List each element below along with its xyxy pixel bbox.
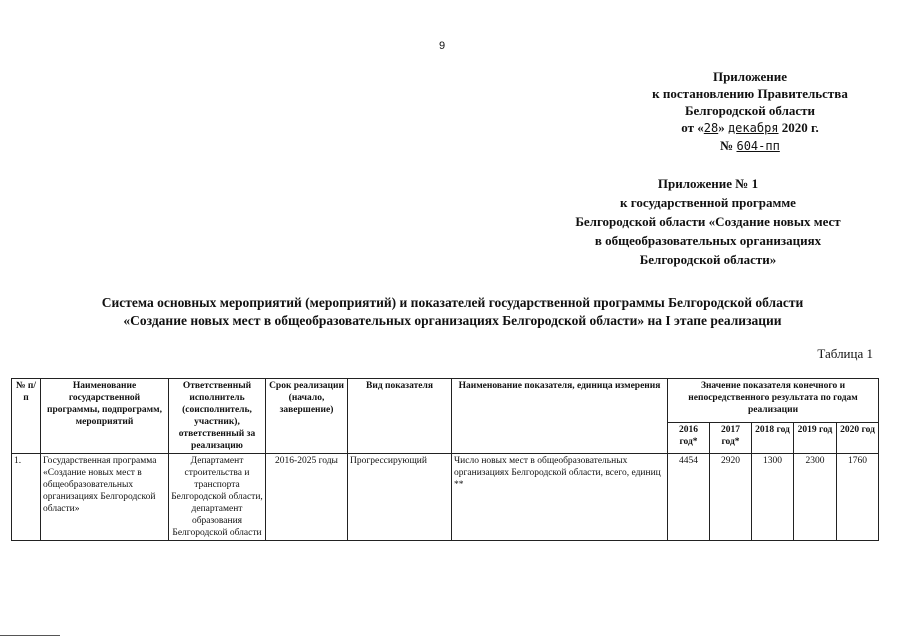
appendix-1-header [548, 174, 868, 269]
date-month: декабря [727, 121, 779, 135]
cell-name: Государственная программа «Создание новых мест в общеобразовательных организациях Белгородской области» [41, 454, 169, 541]
cell-value-2016: 4454 [668, 454, 710, 541]
appendix-line-1: Приложение [712, 69, 788, 84]
header-year: 2020 год [837, 423, 879, 454]
title-line-1: Система основных мероприятий (мероприятий) и показателей государственной программы Белгородской области [101, 295, 804, 310]
appendix-1-line-1: Приложение № 1 [657, 176, 759, 191]
cell-value-2019: 2300 [794, 454, 837, 541]
appendix-1-line-4: в общеобразовательных организациях [594, 233, 822, 248]
cell-value-2017: 2920 [710, 454, 752, 541]
appendix-1-line-2: к государственной программе [620, 195, 796, 210]
number-value: 604-пп [736, 139, 780, 153]
table-caption: Таблица 1 [817, 346, 873, 361]
document-title [20, 294, 885, 330]
date-prefix: от « [681, 120, 704, 135]
cell-value-2020: 1760 [837, 454, 879, 541]
scan-edge-mark [0, 635, 60, 636]
page-number: 9 [438, 40, 446, 52]
date-day: 28 [703, 121, 719, 135]
header-indicator-type: Вид показателя [348, 379, 452, 454]
appendix-line-3: Белгородской области [684, 103, 816, 118]
header-values-group: Значение показателя конечного и непосредственного результата по годам реализации [668, 379, 879, 423]
appendix-1-line-5: Белгородской области» [639, 252, 777, 267]
header-name: Наименование государственной программы, подпрограмм, мероприятий [41, 379, 169, 454]
cell-period: 2016-2025 годы [266, 454, 348, 541]
cell-indicator-type: Прогрессирующий [348, 454, 452, 541]
header-period: Срок реализации (начало, завершение) [266, 379, 348, 454]
appendix-dateline [560, 119, 905, 137]
header-year: 2016 год* [668, 423, 710, 454]
table-header-row [12, 379, 879, 423]
cell-executor: Департамент строительства и транспорта Белгородской области, департамент образования Белгородской области [169, 454, 266, 541]
table-row [12, 454, 879, 541]
appendix-line-2: к постановлению Правительства [652, 86, 848, 101]
header-num: № п/п [12, 379, 41, 454]
date-year: 2020 г. [781, 120, 819, 135]
indicators-table [11, 378, 879, 541]
date-mid: » [718, 120, 725, 135]
header-year: 2019 год [794, 423, 837, 454]
header-indicator-name: Наименование показателя, единица измерения [452, 379, 668, 454]
cell-num: 1. [12, 454, 41, 541]
cell-value-2018: 1300 [752, 454, 794, 541]
number-prefix: № [720, 138, 734, 153]
title-line-2: «Создание новых мест в общеобразовательных организациях Белгородской области» на I этапе реализации [123, 313, 782, 328]
header-year: 2017 год* [710, 423, 752, 454]
header-year: 2018 год [752, 423, 794, 454]
appendix-1-line-3: Белгородской области «Создание новых мест [575, 214, 841, 229]
appendix-header [560, 68, 905, 155]
cell-indicator-name: Число новых мест в общеобразовательных организациях Белгородской области, всего, единиц ** [452, 454, 668, 541]
appendix-number-line [560, 137, 905, 155]
header-executor: Ответственный исполнитель (соисполнитель, участник), ответственный за реализацию [169, 379, 266, 454]
